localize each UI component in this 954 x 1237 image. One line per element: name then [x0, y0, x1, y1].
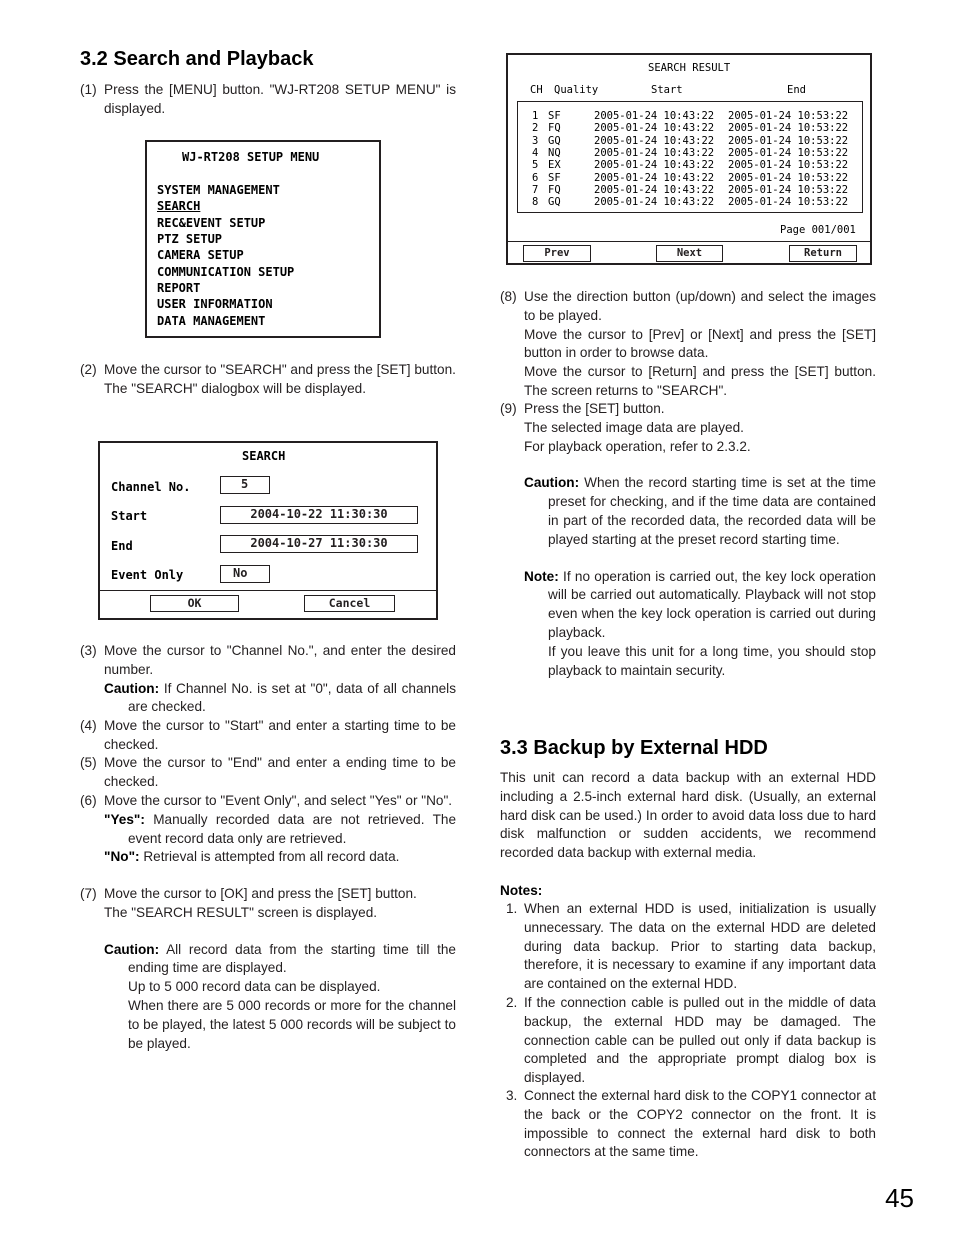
setup-menu-title: WJ-RT208 SETUP MENU [182, 150, 320, 164]
result-ch: 3 [532, 134, 539, 147]
page-number: 45 [885, 1183, 914, 1213]
result-quality: GQ [548, 196, 561, 209]
result-start: 2005-01-24 10:43:22 [594, 159, 715, 172]
step-6: (6) Move the cursor to "Event Only", and select "Yes" or "No". "Yes": Manually recorded data are not retrieved. The event record data only are retrieved. "No": Retrieval is attempted from all record data. [80, 793, 457, 865]
result-row[interactable] [518, 110, 862, 122]
start-time-input[interactable]: 2004-10-22 11:30:30 [220, 506, 418, 524]
column-header-ch: CH [530, 84, 543, 96]
result-quality: SF [548, 110, 561, 122]
result-start: 2005-01-24 10:43:22 [594, 196, 715, 209]
result-start: 2005-01-24 10:43:22 [594, 146, 715, 159]
result-row[interactable] [518, 147, 862, 159]
result-ch: 5 [532, 159, 539, 172]
step-8: (8) Use the direction button (up/down) and select the images to be played. Move the cursor to [Prev] or [Next] and press the [SET] button in order to browse data. Move the cursor to [Return] and press the [SET] button. The screen returns to "SEARCH". [500, 289, 876, 398]
column-header-start: Start [651, 84, 683, 96]
search-dialog [98, 441, 438, 620]
menu-item-search[interactable]: SEARCH [157, 199, 201, 213]
result-start: 2005-01-24 10:43:22 [594, 171, 715, 184]
note-1: 1. When an external HDD is used, initialization is usually unnecessary. The data on the external HDD are deleted during data backup. Prior to starting data backup, therefore, it is necessary to examine if any important data are contained on the external HDD. [506, 901, 876, 992]
channel-no-input[interactable]: 5 [220, 476, 270, 494]
result-quality: NQ [548, 146, 561, 159]
notes-label: Notes: [500, 883, 543, 898]
step-9: (9) Press the [SET] button. The selected image data are played. For playback operation, refer to 2.3.2. Caution: When the record starting time is set at the time preset for checking, and if the time data are contained in part of the recorded data, the recorded data will be played starting at the preset record starting time. Note: If no operation is carried out, the key lock operation will be carried out automatically. Playback will not stop even when the key lock operation is carried out during playback. If you leave this unit for a long time, you should stop playback to maintain security. [500, 401, 876, 678]
step-4: (4) Move the cursor to "Start" and enter a starting time to be checked. [80, 718, 456, 752]
note-3: 3. Connect the external hard disk to the COPY1 connector at the back or the COPY2 connector on the front. It is impossible to connect the external hard disk to both connectors at the same time. [506, 1088, 876, 1160]
result-divider [508, 241, 870, 242]
menu-item-system-management[interactable]: SYSTEM MANAGEMENT [157, 183, 280, 197]
result-ch: 7 [532, 183, 539, 196]
result-start: 2005-01-24 10:43:22 [594, 122, 715, 135]
result-row[interactable] [518, 122, 862, 134]
menu-item-rec-event-setup[interactable]: REC&EVENT SETUP [157, 216, 266, 230]
end-label: End [111, 539, 133, 553]
result-start: 2005-01-24 10:43:22 [594, 183, 715, 196]
search-result-screen [506, 53, 872, 265]
result-end: 2005-01-24 10:53:22 [728, 110, 849, 122]
result-list [517, 101, 863, 213]
result-start: 2005-01-24 10:43:22 [594, 110, 715, 122]
start-label: Start [111, 509, 148, 523]
end-time-input[interactable]: 2004-10-27 11:30:30 [220, 535, 418, 553]
search-result-title: SEARCH RESULT [648, 62, 731, 74]
page-indicator: Page 001/001 [780, 224, 856, 236]
result-end: 2005-01-24 10:53:22 [728, 146, 849, 159]
menu-item-report[interactable]: REPORT [157, 281, 201, 295]
result-row[interactable] [518, 196, 862, 208]
menu-item-user-information[interactable]: USER INFORMATION [157, 297, 273, 311]
result-quality: SF [548, 171, 561, 184]
return-button[interactable]: Return [789, 245, 857, 262]
result-end: 2005-01-24 10:53:22 [728, 183, 849, 196]
menu-item-ptz-setup[interactable]: PTZ SETUP [157, 232, 223, 246]
result-ch: 6 [532, 171, 539, 184]
channel-no-label: Channel No. [111, 480, 191, 494]
section-heading-search-playback: 3.2 Search and Playback [80, 48, 314, 70]
result-end: 2005-01-24 10:53:22 [728, 122, 849, 135]
next-button[interactable]: Next [656, 245, 723, 262]
result-quality: FQ [548, 183, 561, 196]
prev-button[interactable]: Prev [523, 245, 591, 262]
search-dialog-title: SEARCH [242, 449, 286, 463]
step-7: (7) Move the cursor to [OK] and press the [SET] button. The "SEARCH RESULT" screen is displayed. Caution: All record data from the starting time till the ending time are displayed. Up to 5 000 record data can be displayed. When there are 5 000 records or more for the channel to be played, the latest 5 000 records will be subject to be played. [80, 886, 456, 1051]
result-row[interactable] [518, 135, 862, 147]
result-ch: 2 [532, 122, 539, 135]
cancel-button[interactable]: Cancel [304, 595, 395, 612]
note-2: 2. If the connection cable is pulled out in the middle of data backup, the external HDD may be damaged. The connection cable can be pulled out only if data backup is completed and the appropriate prompt dialog box is displayed. [506, 995, 876, 1086]
dialog-divider [100, 590, 436, 591]
result-start: 2005-01-24 10:43:22 [594, 134, 715, 147]
step-5: (5) Move the cursor to "End" and enter a ending time to be checked. [80, 755, 456, 789]
result-row[interactable] [518, 172, 862, 184]
menu-item-data-management[interactable]: DATA MANAGEMENT [157, 314, 266, 328]
event-only-label: Event Only [111, 568, 184, 582]
result-quality: GQ [548, 134, 561, 147]
result-end: 2005-01-24 10:53:22 [728, 171, 849, 184]
result-row[interactable] [518, 159, 862, 171]
event-only-select[interactable]: No [220, 565, 270, 583]
ok-button[interactable]: OK [150, 595, 239, 612]
setup-menu-screen [145, 140, 381, 338]
result-row[interactable] [518, 184, 862, 196]
result-end: 2005-01-24 10:53:22 [728, 134, 849, 147]
column-header-quality: Quality [554, 84, 599, 96]
column-header-end: End [787, 84, 806, 96]
step-1: (1) Press the [MENU] button. "WJ-RT208 SETUP MENU" is displayed. [80, 82, 456, 116]
menu-item-camera-setup[interactable]: CAMERA SETUP [157, 248, 244, 262]
step-3: (3) Move the cursor to "Channel No.", and enter the desired number. Caution: If Channel No. is set at "0", data of all channels are checked. [80, 643, 457, 715]
step-2: (2) Move the cursor to "SEARCH" and press the [SET] button. The "SEARCH" dialogbox will be displayed. [80, 362, 456, 396]
result-end: 2005-01-24 10:53:22 [728, 196, 849, 209]
result-quality: EX [548, 159, 561, 172]
result-ch: 1 [532, 110, 539, 122]
result-ch: 8 [532, 196, 539, 209]
menu-item-communication-setup[interactable]: COMMUNICATION SETUP [157, 265, 295, 279]
result-end: 2005-01-24 10:53:22 [728, 159, 849, 172]
result-quality: FQ [548, 122, 561, 135]
section-heading-backup: 3.3 Backup by External HDD [500, 737, 768, 759]
result-ch: 4 [532, 146, 539, 159]
backup-intro: This unit can record a data backup with an external HDD including a 2.5-inch external hard disk. (Usually, an external hard disk can be used.) In order to avoid data loss due to hard disk malfunction or sudden accidents, we recommend recorded data backup with external media. [500, 770, 876, 861]
